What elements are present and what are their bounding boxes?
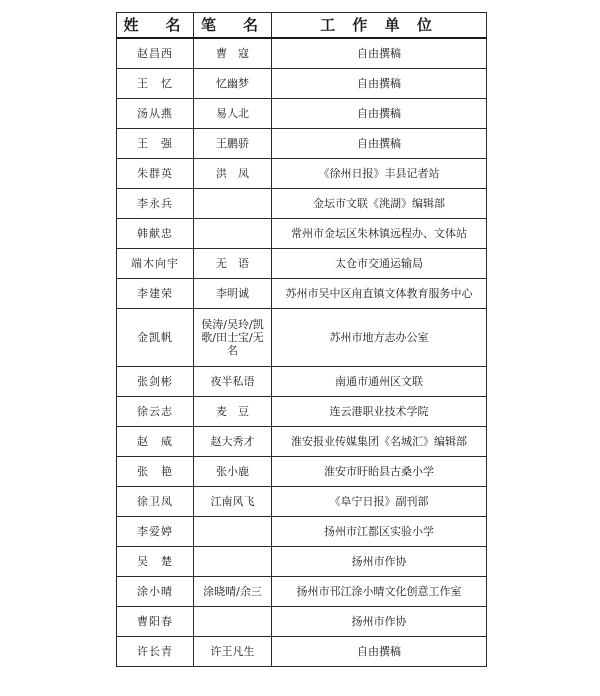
table-row — [117, 308, 487, 366]
work-unit-cell: 扬州市江都区实验小学 — [272, 516, 487, 546]
table-row — [117, 636, 487, 666]
table-row — [117, 396, 487, 426]
pen-name-cell — [194, 546, 272, 576]
pen-name-cell: 江南风飞 — [194, 486, 272, 516]
name-cell: 张剑彬 — [117, 366, 194, 396]
name-cell: 徐卫凤 — [117, 486, 194, 516]
work-unit-cell: 连云港职业技术学院 — [272, 396, 487, 426]
table-row — [117, 426, 487, 456]
roster-body — [117, 38, 487, 666]
name-cell: 金凯帆 — [117, 308, 194, 366]
pen-name-cell: 涂晓晴/余三 — [194, 576, 272, 606]
name-cell: 李永兵 — [117, 188, 194, 218]
work-unit-cell: 淮安市盱眙县古桑小学 — [272, 456, 487, 486]
roster-sheet — [116, 12, 486, 667]
work-unit-cell: 自由撰稿 — [272, 38, 487, 68]
name-cell: 李建荣 — [117, 278, 194, 308]
work-unit-cell: 自由撰稿 — [272, 68, 487, 98]
table-row — [117, 546, 487, 576]
pen-name-cell: 洪 凤 — [194, 158, 272, 188]
name-cell: 王 强 — [117, 128, 194, 158]
work-unit-cell: 淮安报业传媒集团《名城汇》编辑部 — [272, 426, 487, 456]
table-row — [117, 218, 487, 248]
name-cell: 张 艳 — [117, 456, 194, 486]
work-unit-cell: 扬州市邗江涂小晴文化创意工作室 — [272, 576, 487, 606]
table-row — [117, 68, 487, 98]
work-unit-cell: 太仓市交通运输局 — [272, 248, 487, 278]
table-row — [117, 456, 487, 486]
pen-name-cell: 侯涛/吴玲/凯歌/田士宝/无名 — [194, 308, 272, 366]
work-unit-cell: 苏州市地方志办公室 — [272, 308, 487, 366]
pen-name-cell — [194, 606, 272, 636]
work-unit-cell: 金坛市文联《洮湖》编辑部 — [272, 188, 487, 218]
pen-name-cell: 无 语 — [194, 248, 272, 278]
pen-name-cell: 易人北 — [194, 98, 272, 128]
pen-name-cell — [194, 188, 272, 218]
roster-table — [116, 12, 487, 667]
header-pen-name: 笔 名 — [194, 13, 272, 39]
pen-name-cell: 张小鹿 — [194, 456, 272, 486]
work-unit-cell: 自由撰稿 — [272, 128, 487, 158]
name-cell: 赵 威 — [117, 426, 194, 456]
work-unit-cell: 扬州市作协 — [272, 546, 487, 576]
pen-name-cell: 王鹏骄 — [194, 128, 272, 158]
table-row — [117, 38, 487, 68]
name-cell: 端木向宇 — [117, 248, 194, 278]
name-cell: 徐云志 — [117, 396, 194, 426]
pen-name-cell — [194, 516, 272, 546]
work-unit-cell: 常州市金坛区朱林镇远程办、文体站 — [272, 218, 487, 248]
table-row — [117, 516, 487, 546]
name-cell: 朱群英 — [117, 158, 194, 188]
pen-name-cell: 曹 寇 — [194, 38, 272, 68]
pen-name-cell: 忆幽梦 — [194, 68, 272, 98]
work-unit-cell: 扬州市作协 — [272, 606, 487, 636]
pen-name-cell: 许王凡生 — [194, 636, 272, 666]
name-cell: 许长青 — [117, 636, 194, 666]
work-unit-cell: 苏州市吴中区甪直镇文体教育服务中心 — [272, 278, 487, 308]
pen-name-cell — [194, 218, 272, 248]
header-name: 姓 名 — [117, 13, 194, 39]
work-unit-cell: 《阜宁日报》副刊部 — [272, 486, 487, 516]
table-row — [117, 98, 487, 128]
table-row — [117, 278, 487, 308]
name-cell: 曹阳春 — [117, 606, 194, 636]
header-work-unit: 工 作 单 位 — [272, 13, 487, 39]
name-cell: 韩献忠 — [117, 218, 194, 248]
work-unit-cell: 自由撰稿 — [272, 636, 487, 666]
name-cell: 吴 楚 — [117, 546, 194, 576]
name-cell: 王 忆 — [117, 68, 194, 98]
table-row — [117, 128, 487, 158]
work-unit-cell: 南通市通州区文联 — [272, 366, 487, 396]
work-unit-cell: 自由撰稿 — [272, 98, 487, 128]
table-row — [117, 158, 487, 188]
table-row — [117, 606, 487, 636]
name-cell: 赵昌西 — [117, 38, 194, 68]
pen-name-cell: 夜半私语 — [194, 366, 272, 396]
table-row — [117, 188, 487, 218]
table-row — [117, 248, 487, 278]
name-cell: 汤从燕 — [117, 98, 194, 128]
pen-name-cell: 李明诚 — [194, 278, 272, 308]
name-cell: 涂小晴 — [117, 576, 194, 606]
header-row — [117, 13, 487, 39]
work-unit-cell: 《徐州日报》丰县记者站 — [272, 158, 487, 188]
table-row — [117, 366, 487, 396]
name-cell: 李爱婷 — [117, 516, 194, 546]
table-row — [117, 486, 487, 516]
pen-name-cell: 赵大秀才 — [194, 426, 272, 456]
table-row — [117, 576, 487, 606]
pen-name-cell: 麦 豆 — [194, 396, 272, 426]
